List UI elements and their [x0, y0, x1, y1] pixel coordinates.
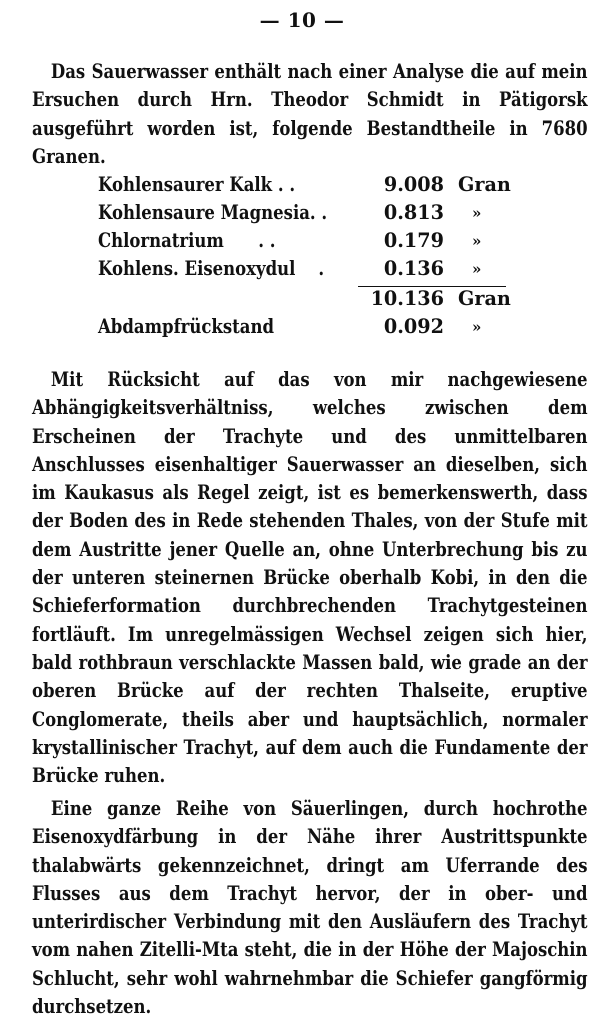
- analysis-total-value: 10.136: [370, 287, 444, 310]
- analysis-residue-value: 0.092: [383, 315, 444, 338]
- analysis-row: [98, 227, 518, 255]
- analysis-row-value: 0.136: [383, 257, 444, 280]
- analysis-row-unit: Gran: [458, 173, 511, 196]
- analysis-table: [98, 171, 518, 341]
- analysis-row: [98, 255, 518, 283]
- analysis-row: [98, 171, 518, 199]
- analysis-row-value: 0.813: [383, 201, 444, 224]
- page-number: — 10 —: [259, 8, 345, 32]
- analysis-row-label: Kohlensaure Magnesia. .: [98, 201, 328, 224]
- analysis-row-value: 0.179: [383, 229, 444, 252]
- analysis-row-unit: »: [472, 232, 482, 250]
- analysis-row-unit: »: [472, 260, 482, 278]
- analysis-row-label: Kohlensaurer Kalk . .: [98, 173, 296, 196]
- paragraph-intro: [32, 58, 588, 171]
- paragraph-intro-text: Das Sauerwasser enthält nach einer Analyse die auf mein Ersuchen durch Hrn. Theodor Schmidt in Pätigorsk ausgeführt worden ist, folgende Bestandtheile in 7680 Granen.: [32, 60, 588, 168]
- paragraph-trachyte-text: Mit Rücksicht auf das von mir nachgewiesene Abhängigkeitsverhältniss, welches zwischen dem Erscheinen der Trachyte und des unmittelbaren Anschlusses eisenhaltiger Sauerwasser an dieselben, sich im Kaukasus als Regel zeigt, ist es bemerkenswerth, dass der Boden des in Rede stehenden Thales, von der Stufe mit dem Austritte jener Quelle an, ohne Unterbrechung bis zu der unteren steinernen Brücke oberhalb Kobi, in den die Schieferformation durchbrechenden Trachytgesteinen fortläuft. Im unregelmässigen Wechsel zeigen sich hier, bald rothbraun verschlackte Massen bald, wie grade an der oberen Brücke auf der rechten Thalseite, eruptive Conglomerate, theils aber und hauptsächlich, normaler krystallinischer Trachyt, auf dem auch die Fundamente der Brücke ruhen.: [32, 368, 588, 788]
- analysis-residue-label: Abdampfrückstand: [98, 315, 274, 338]
- analysis-total-row: [98, 285, 518, 313]
- paragraph-springs-text: Eine ganze Reihe von Säuerlingen, durch hochrothe Eisenoxydfärbung in der Nähe ihrer Austrittspunkte thalabwärts gekennzeichnet, dringt am Uferrande des Flusses aus dem Trachyt hervor, der in ober- und unterirdischer Verbindung mit den Ausläufern des Trachyt vom nahen Zitelli-Mta steht, die in der Höhe der Majoschin Schlucht, sehr wohl wahrnehmbar die Schiefer gangförmig durchsetzen.: [32, 797, 588, 1019]
- paragraph-springs: [32, 795, 588, 1021]
- analysis-row-label: Chlornatrium . .: [98, 229, 276, 252]
- analysis-row-label: Kohlens. Eisenoxydul .: [98, 257, 325, 280]
- analysis-total-unit: Gran: [458, 287, 511, 310]
- analysis-residue-row: [98, 313, 518, 341]
- paragraph-trachyte: [32, 366, 588, 790]
- analysis-row-value: 9.008: [383, 173, 444, 196]
- analysis-residue-unit: »: [472, 318, 482, 336]
- analysis-row-unit: »: [472, 204, 482, 222]
- analysis-row: [98, 199, 518, 227]
